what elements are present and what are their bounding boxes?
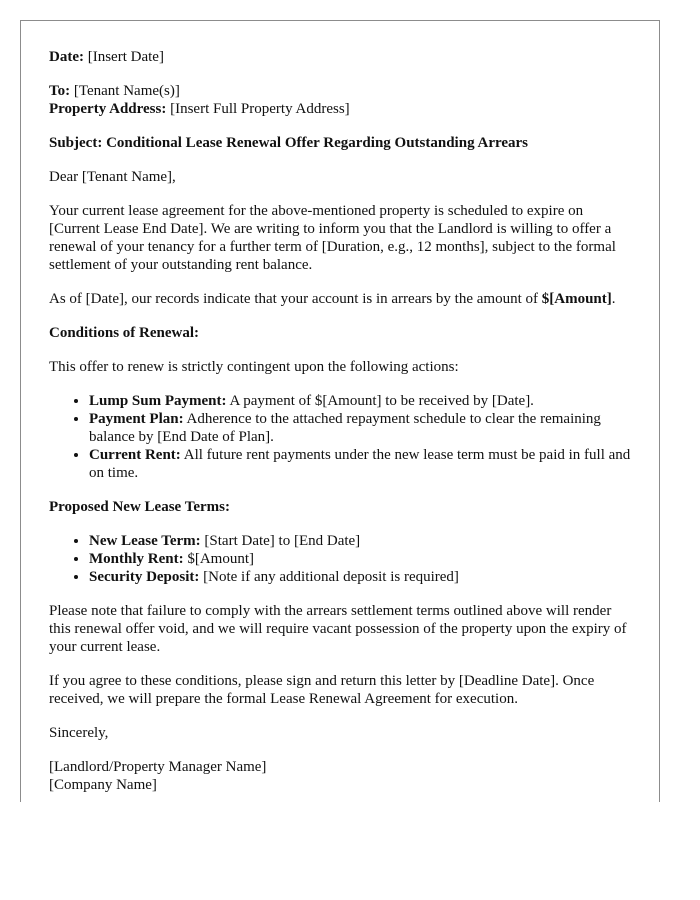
date-value: [Insert Date]	[87, 49, 164, 65]
term-label: Monthly Rent:	[89, 551, 184, 567]
arrears-text: As of [Date], our records indicate that your account is in arrears by the amount of	[49, 291, 538, 307]
signature-block	[49, 758, 631, 794]
salutation: Dear [Tenant Name],	[49, 169, 176, 185]
conditions-heading-text: Conditions of Renewal:	[49, 325, 200, 341]
term-text: $[Amount]	[187, 551, 254, 567]
closing-instructions: If you agree to these conditions, please sign and return this letter by [Deadline Date]. Once received, we will prepare the formal Lease Renewal Agreement for execution.	[49, 673, 595, 707]
conditions-intro: This offer to renew is strictly contingent upon the following actions:	[49, 359, 459, 375]
list-item	[89, 532, 631, 550]
condition-text: Adherence to the attached repayment schedule to clear the remaining balance by [End Date of Plan].	[89, 411, 601, 445]
list-item	[89, 446, 631, 482]
date-line	[49, 48, 631, 66]
condition-text: A payment of $[Amount] to be received by [Date].	[229, 393, 534, 409]
address-line	[49, 100, 631, 118]
term-label: New Lease Term:	[89, 533, 201, 549]
condition-label: Payment Plan:	[89, 411, 184, 427]
subject-line	[49, 134, 631, 152]
letter-body	[21, 21, 659, 794]
date-label: Date:	[49, 49, 84, 65]
term-text: [Note if any additional deposit is required]	[203, 569, 459, 585]
condition-text: All future rent payments under the new lease term must be paid in full and on time.	[89, 447, 631, 481]
signer-name: [Landlord/Property Manager Name]	[49, 759, 267, 775]
intro-paragraph: Your current lease agreement for the above-mentioned property is scheduled to expire on [Current Lease End Date]. We are writing to inform you that the Landlord is willing to offer a renewal of your tenancy for a further term of [Duration, e.g., 12 months], subject to the formal settlement of your outstanding rent balance.	[49, 203, 616, 273]
terms-heading	[49, 498, 631, 516]
conditions-list	[49, 392, 631, 482]
list-item	[89, 550, 631, 568]
address-value: [Insert Full Property Address]	[170, 101, 350, 117]
conditions-heading	[49, 324, 631, 342]
terms-heading-text: Proposed New Lease Terms:	[49, 499, 230, 515]
recipient-block	[49, 82, 631, 118]
warning-paragraph: Please note that failure to comply with the arrears settlement terms outlined above will render this renewal offer void, and we will require vacant possession of the property upon the expiry of your current lease.	[49, 603, 627, 655]
arrears-period: .	[611, 291, 616, 307]
condition-label: Lump Sum Payment:	[89, 393, 227, 409]
to-value: [Tenant Name(s)]	[73, 83, 180, 99]
list-item	[89, 410, 631, 446]
term-text: [Start Date] to [End Date]	[204, 533, 361, 549]
arrears-paragraph	[49, 290, 631, 308]
closing-salutation: Sincerely,	[49, 725, 109, 741]
address-label: Property Address:	[49, 101, 167, 117]
arrears-amount: $[Amount]	[541, 291, 612, 307]
to-label: To:	[49, 83, 71, 99]
to-line	[49, 82, 631, 100]
list-item	[89, 568, 631, 586]
subject-text: Subject: Conditional Lease Renewal Offer Regarding Outstanding Arrears	[49, 135, 529, 151]
letter-page	[20, 20, 660, 802]
company-name: [Company Name]	[49, 777, 157, 793]
list-item	[89, 392, 631, 410]
condition-label: Current Rent:	[89, 447, 181, 463]
term-label: Security Deposit:	[89, 569, 200, 585]
terms-list	[49, 532, 631, 586]
